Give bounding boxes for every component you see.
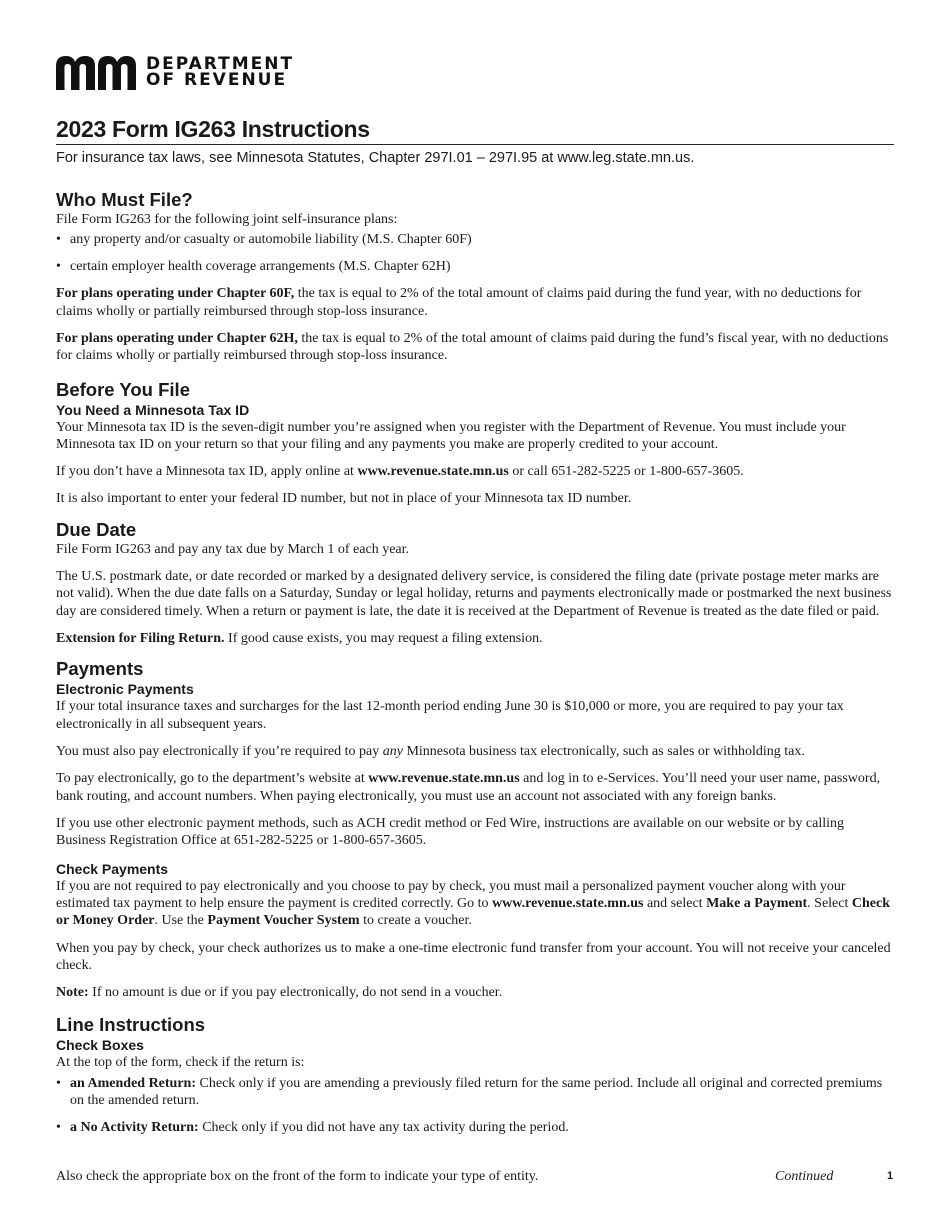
section-who-must-file	[56, 189, 894, 365]
extension-paragraph: Extension for Filing Return. If good cause exists, you may request a filing extension.	[56, 631, 543, 647]
federal-id-paragraph: It is also important to enter your federal ID number, but not in place of your Minnesota tax ID number.	[56, 491, 632, 507]
heading-payments: Payments	[56, 658, 144, 680]
tax-id-paragraph: Your Minnesota tax ID is the seven-digit number you’re assigned when you register with the Department of Revenue. You must include your Minnesota tax ID on your return so that your filing and any payments you make are properly credited to your account.	[56, 419, 846, 453]
pay-electronically-paragraph: To pay electronically, go to the department’s website at www.revenue.state.mn.us and log in to e-Services. You’ll need your user name, password, bank routing, and account numbers. When paying electronically, you must use an account not associated with any foreign banks.	[56, 771, 881, 804]
electronic-required-paragraph: You must also pay electronically if you’re required to pay any Minnesota business tax electronically, such as sales or withholding tax.	[56, 744, 805, 760]
revenue-website-link[interactable]: www.revenue.state.mn.us	[368, 771, 520, 787]
check-boxes-intro: At the top of the form, check if the return is:	[56, 1054, 305, 1070]
due-date-paragraph: File Form IG263 and pay any tax due by March 1 of each year.	[56, 541, 410, 557]
heading-who-must-file: Who Must File?	[56, 189, 193, 210]
subheading-check-boxes: Check Boxes	[56, 1036, 144, 1053]
who-must-file-intro: File Form IG263 for the following joint self-insurance plans:	[56, 212, 398, 227]
check-transfer-paragraph: When you pay by check, your check authorizes us to make a one-time electronic fund transfer from your account. You will not receive your canceled check.	[56, 940, 891, 973]
check-boxes-list	[56, 1075, 894, 1137]
logo-text	[146, 56, 294, 88]
document-title: 2023 Form IG263 Instructions	[56, 116, 894, 145]
document-page	[56, 52, 894, 1146]
page-footer	[56, 1169, 894, 1185]
check-voucher-paragraph: If you are not required to pay electronically and you choose to pay by check, you must mail a personalized payment voucher along with your estimated tax payment to help ensure the payment is credited correctly. Go to www.revenue.state.mn.us and select Make a Payment. Select Check or Money Order. Use the Payment Voucher System to create a voucher.	[56, 878, 890, 929]
heading-line-instructions: Line Instructions	[56, 1013, 206, 1035]
who-must-file-list	[56, 231, 894, 275]
list-item: • any property and/or casualty or automobile liability (M.S. Chapter 60F)	[56, 232, 472, 248]
section-line-instructions	[56, 1014, 894, 1137]
apply-online-paragraph: If you don’t have a Minnesota tax ID, apply online at www.revenue.state.mn.us or call 651-282-5225 or 1-800-657-3605.	[56, 464, 744, 480]
subheading-tax-id: You Need a Minnesota Tax ID	[56, 401, 250, 418]
paragraph-60f: For plans operating under Chapter 60F, the tax is equal to 2% of the total amount of claims paid during the fund year, with no deductions for claims wholly or partially reimbursed through stop-loss insurance.	[56, 286, 862, 319]
electronic-threshold-paragraph: If your total insurance taxes and surcharges for the last 12-month period ending June 30 is $10,000 or more, you are required to pay your tax electronically in all subsequent years.	[56, 699, 844, 732]
section-before-you-file	[56, 379, 894, 508]
other-methods-paragraph: If you use other electronic payment methods, such as ACH credit method or Fed Wire, instructions are available on our website or by calling Business Registration Office at 651-282-5225 or 1-800-657-3605.	[56, 815, 845, 849]
mn-logo-icon	[56, 54, 136, 90]
list-item: • certain employer health coverage arrangements (M.S. Chapter 62H)	[56, 259, 451, 275]
page-number: 1	[887, 1170, 894, 1182]
logo-line-2: OF REVENUE	[146, 70, 288, 90]
paragraph-62h: For plans operating under Chapter 62H, the tax is equal to 2% of the total amount of claims paid during the fund’s fiscal year, with no deductions for claims wholly or partially reimbursed through stop-loss insurance.	[56, 330, 889, 364]
section-payments	[56, 658, 894, 1001]
logo-line-1: DEPARTMENT	[146, 54, 295, 74]
continued-label: Continued	[775, 1169, 834, 1184]
department-logo	[56, 52, 894, 92]
heading-before-you-file: Before You File	[56, 378, 190, 400]
document-subtitle: For insurance tax laws, see Minnesota Statutes, Chapter 297I.01 – 297I.95 at www.leg.state.mn.us.	[56, 150, 695, 166]
heading-due-date: Due Date	[56, 518, 137, 540]
note-paragraph: Note: If no amount is due or if you pay electronically, do not send in a voucher.	[56, 985, 503, 1001]
list-item: • an Amended Return: Check only if you are amending a previously filed return for the same period. Include all original and corrected premiums on the amended return.	[56, 1075, 883, 1109]
subheading-electronic-payments: Electronic Payments	[56, 681, 194, 698]
list-item: • a No Activity Return: Check only if you did not have any tax activity during the period.	[56, 1120, 569, 1136]
revenue-website-link[interactable]: www.revenue.state.mn.us	[492, 895, 644, 911]
postmark-paragraph: The U.S. postmark date, or date recorded or marked by a designated delivery service, is considered the filing date (private postage meter marks are not valid). When the due date falls on a Saturday, Sunday or legal holiday, returns and payments electronically made or postmarked the next business day are considered timely. When a return or payment is late, the date it is received at the Department of Revenue is treated as the date filed or paid.	[56, 569, 892, 619]
section-due-date	[56, 519, 894, 648]
subheading-check-payments: Check Payments	[56, 860, 169, 877]
revenue-website-link[interactable]: www.revenue.state.mn.us	[357, 464, 509, 480]
footer-text: Also check the appropriate box on the front of the form to indicate your type of entity.	[56, 1169, 539, 1184]
